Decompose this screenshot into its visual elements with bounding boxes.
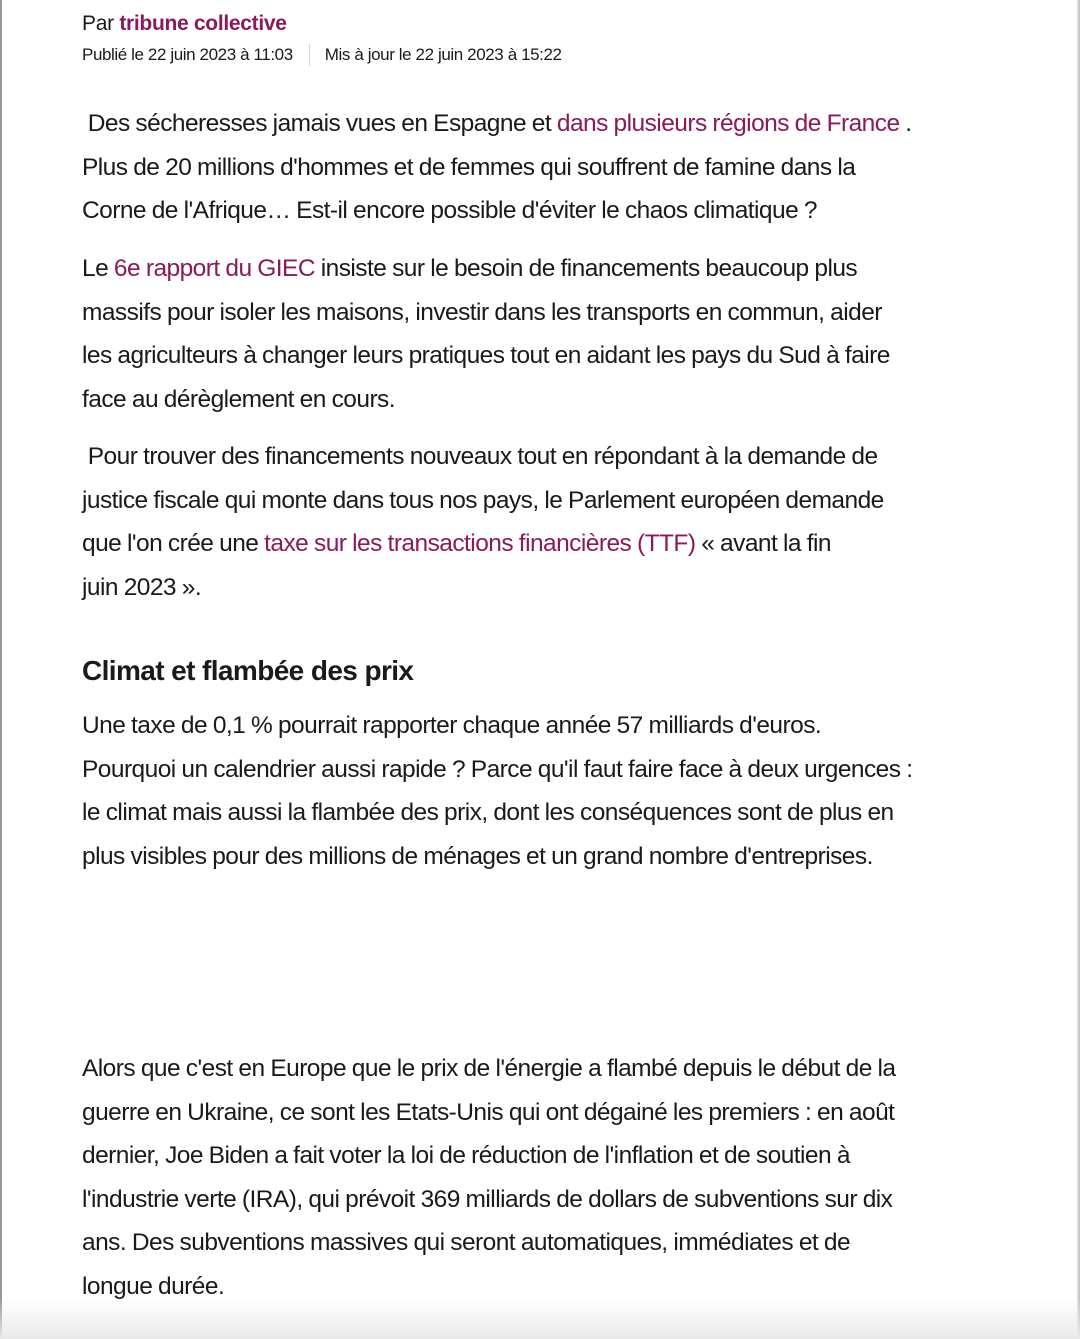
article-dates: [82, 42, 562, 68]
text-line: Pour trouver des financements nouveaux tout en répondant à la demande de: [82, 443, 878, 470]
window-left-border: [0, 0, 2, 1339]
published-date: Publié le 22 juin 2023 à 11:03: [82, 45, 293, 64]
text-line: Corne de l'Afrique… Est-il encore possible d'éviter le chaos climatique ?: [82, 197, 817, 224]
text-line: Pourquoi un calendrier aussi rapide ? Parce qu'il faut faire face à deux urgences :: [82, 755, 913, 783]
text-line: ans. Des subventions massives qui seront automatiques, immédiates et de: [82, 1229, 851, 1256]
paragraph-ttf: [82, 435, 1002, 609]
text-line: [82, 522, 1002, 566]
text-line: justice fiscale qui monte dans tous nos pays, le Parlement européen demande: [82, 486, 884, 514]
text-span: Des sécheresses jamais vues en Espagne et: [82, 110, 557, 137]
text-span: Le: [82, 255, 114, 282]
text-line: face au dérèglement en cours.: [82, 385, 396, 413]
paragraph-ira: [82, 1047, 1002, 1308]
link-regions-france[interactable]: dans plusieurs régions de France: [556, 110, 900, 137]
paragraph-tax: [82, 704, 1002, 878]
text-line: [82, 102, 1002, 146]
link-giec-report[interactable]: 6e rapport du GIEC: [113, 255, 315, 282]
byline-prefix: Par: [82, 12, 114, 35]
text-line: massifs pour isoler les maisons, investir dans les transports en commun, aider: [82, 298, 882, 326]
text-line: l'industrie verte (IRA), qui prévoit 369 milliards de dollars de subventions sur dix: [82, 1185, 893, 1213]
text-line: guerre en Ukraine, ce sont les Etats-Unis qui ont dégainé les premiers : en août: [82, 1098, 895, 1126]
text-line: [82, 247, 1002, 291]
paragraph-giec: [82, 247, 1002, 421]
byline: [82, 10, 287, 38]
bottom-fade: [0, 1299, 1080, 1339]
updated-date: Mis à jour le 22 juin 2023 à 15:22: [324, 45, 562, 64]
text-line: le climat mais aussi la flambée des prix, dont les conséquences sont de plus en: [82, 799, 894, 826]
text-line: longue durée.: [82, 1272, 225, 1300]
text-line: plus visibles pour des millions de ménages et un grand nombre d'entreprises.: [82, 842, 873, 870]
text-span: .: [899, 110, 912, 137]
text-line: juin 2023 ».: [82, 573, 202, 601]
paragraph-drought: [82, 102, 1002, 233]
text-span: insiste sur le besoin de financements beaucoup plus: [314, 255, 858, 282]
author-link[interactable]: tribune collective: [119, 12, 287, 35]
text-span: « avant la fin: [695, 530, 831, 557]
text-line: Une taxe de 0,1 % pourrait rapporter chaque année 57 milliards d'euros.: [82, 712, 822, 739]
link-ttf[interactable]: taxe sur les transactions financières (TTF): [264, 530, 696, 557]
text-line: dernier, Joe Biden a fait voter la loi de réduction de l'inflation et de soutien à: [82, 1142, 850, 1169]
date-separator: [309, 44, 310, 66]
text-line: les agriculteurs à changer leurs pratiques tout en aidant les pays du Sud à faire: [82, 342, 890, 369]
text-span: que l'on crée une: [82, 530, 265, 557]
text-line: Alors que c'est en Europe que le prix de l'énergie a flambé depuis le début de la: [82, 1055, 896, 1082]
section-heading: Climat et flambée des prix: [82, 655, 414, 686]
text-line: Plus de 20 millions d'hommes et de femmes qui souffrent de famine dans la: [82, 153, 856, 181]
